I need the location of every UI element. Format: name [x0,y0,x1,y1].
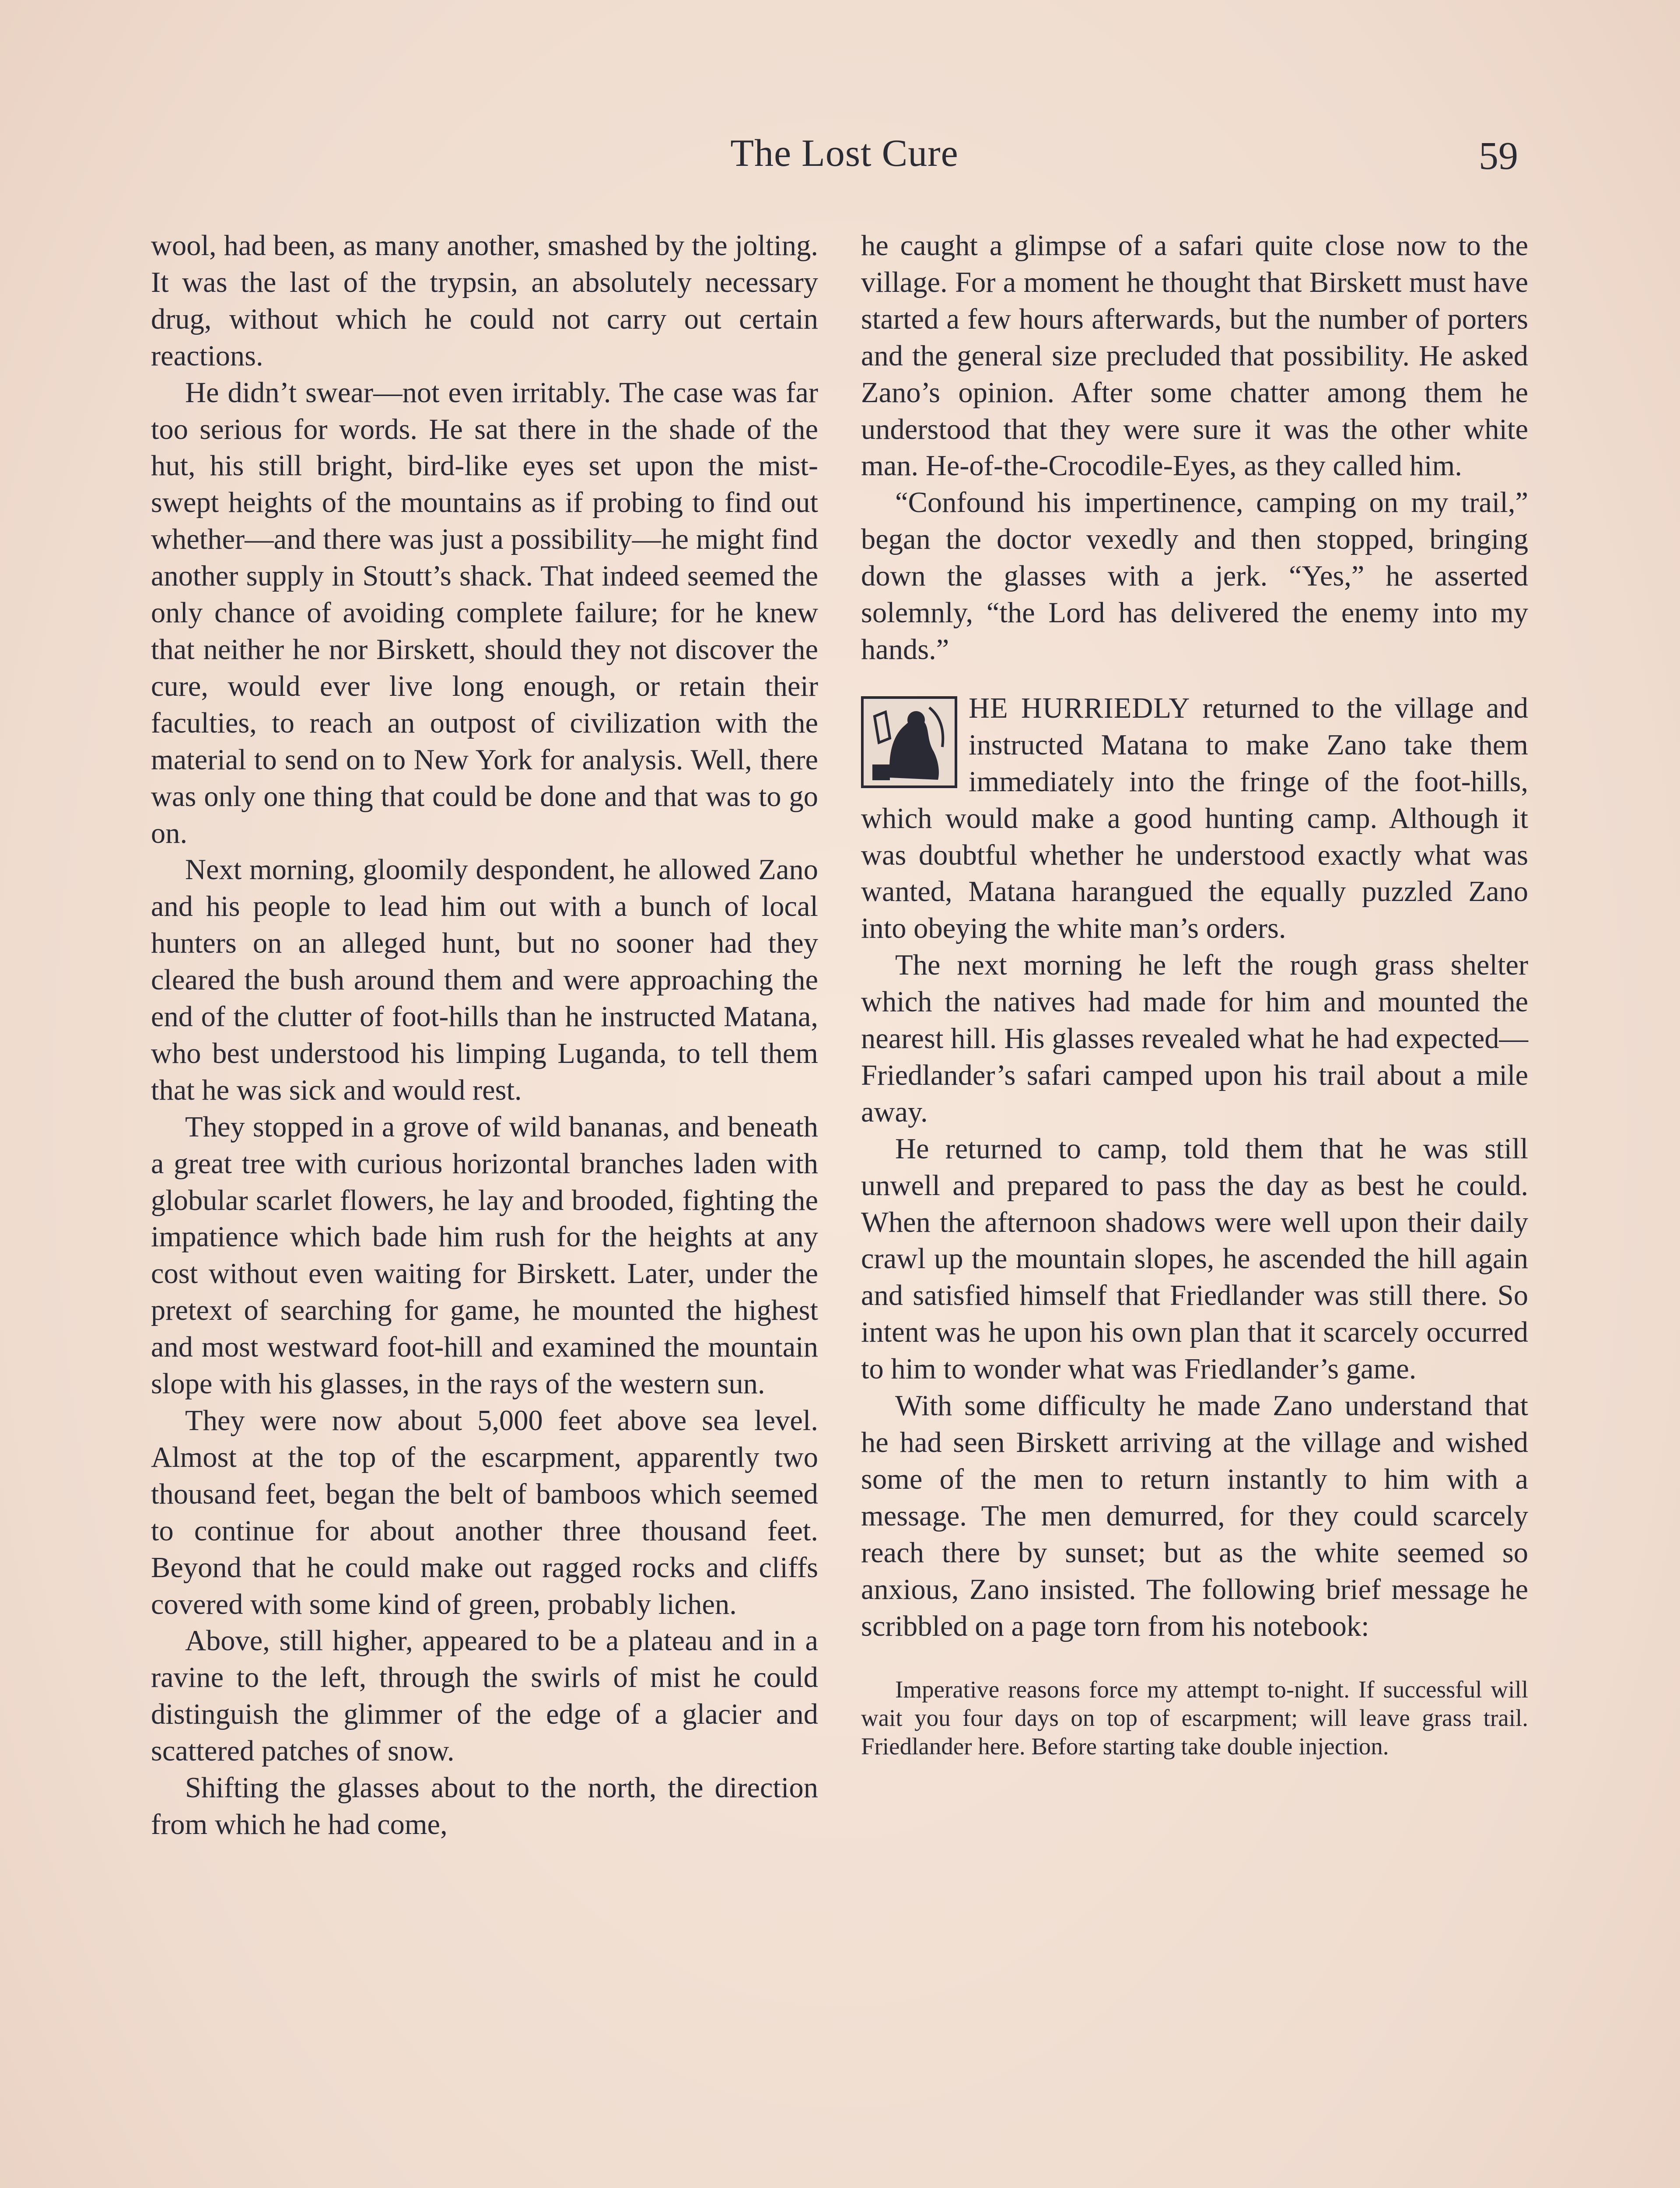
section-text: returned to the village and instructed Matana to make Zano take them immediately into the fringe of the foot-hills, which would make a good hunting camp. Although it was doubtful whether he understood exactly what was wanted, Matana harangued the equally puzzled Zano into obeying the white man’s orders. [861,692,1528,945]
paragraph: Shifting the glasses about to the north, the direction from which he had come, [151,1772,818,1841]
paragraph: He didn’t swear—not even irritably. The case was far too serious for words. He sat there in the shade of the hut, his still bright, bird-like eyes set upon the mist-swept heights of the mountains as if probing to find out whether—and there was just a possibility—he might find another supply in Stoutt’s shack. That indeed seemed the only chance of avoiding complete failure; for he knew that neither he nor Birskett, should they not discover the cure, would ever live long enough, or retain their faculties, to reach an outpost of civilization with the material to send on to New York for analysis. Well, there was only one thing that could be done and that was to go on. [151,376,818,849]
section-lead-words: HE HURRIEDLY [969,692,1190,724]
paragraph: He returned to camp, told them that he was still unwell and prepared to pass the day as best he could. When the afternoon shadows were well upon their daily crawl up the mountain slopes, he ascended the hill again and satisfied himself that Friedlander was still there. So intent was he upon his own plan that it scarcely occurred to him to wonder what was Friedlander’s game. [861,1133,1528,1385]
left-column [151,228,818,1843]
paragraph: “Confound his impertinence, camping on my trail,” began the doctor vexedly and then stopped, bringing down the glasses with a jerk. “Yes,” he asserted solemnly, “the Lord has delivered the enemy into my hands.” [861,487,1528,666]
scribbled-message: Imperative reasons force my attempt to-night. If successful will wait you four days on top of escarpment; will leave grass trail. Friedlander here. Before starting take double injection. [861,1676,1528,1760]
right-column [861,228,1528,1760]
paragraph: They were now about 5,000 feet above sea level. Almost at the top of the escarpment, apparently two thousand feet, began the belt of bamboos which seemed to continue for about another three thousand feet. Beyond that he could make out ragged rocks and cliffs covered with some kind of green, probably lichen. [151,1405,818,1620]
section-start-paragraph [861,690,1528,947]
running-header-title: The Lost Cure [730,132,959,175]
page-number: 59 [1479,134,1518,178]
illustrated-drop-cap-icon [861,696,957,788]
paragraph: wool, had been, as many another, smashed by the jolting. It was the last of the trypsin, an absolutely necessary drug, without which he could not carry out certain reactions. [151,230,818,372]
paragraph: The next morning he left the rough grass shelter which the natives had made for him and mounted the nearest hill. His glasses revealed what he had expected—Friedlander’s safari camped upon his trail about a mile away. [861,949,1528,1128]
paragraph: he caught a glimpse of a safari quite close now to the village. For a moment he thought that Birskett must have started a few hours afterwards, but the number of porters and the general size precluded that possibility. He asked Zano’s opinion. After some chatter among them he understood that they were sure it was the other white man. He-of-the-Crocodile-Eyes, as they called him. [861,230,1528,482]
paragraph: With some difficulty he made Zano understand that he had seen Birskett arriving at the village and wished some of the men to return instantly to him with a message. The men demurred, for they could scarcely reach there by sunset; but as the white seemed so anxious, Zano insisted. The following brief message he scribbled on a page torn from his notebook: [861,1390,1528,1642]
paragraph: They stopped in a grove of wild bananas, and beneath a great tree with curious horizontal branches laden with globular scarlet flowers, he lay and brooded, fighting the impatience which bade him rush for the heights at any cost without even waiting for Birskett. Later, under the pretext of searching for game, he mounted the highest and most westward foot-hill and examined the mountain slope with his glasses, in the rays of the western sun. [151,1111,818,1400]
paragraph: Next morning, gloomily despondent, he allowed Zano and his people to lead him out with a bunch of local hunters on an alleged hunt, but no sooner had they cleared the bush around them and were approaching the end of the clutter of foot-hills than he instructed Matana, who best understood his limping Luganda, to tell them that he was sick and would rest. [151,854,818,1106]
paragraph: Above, still higher, appeared to be a plateau and in a ravine to the left, through the swirls of mist he could distinguish the glimmer of the edge of a glacier and scattered patches of snow. [151,1625,818,1767]
